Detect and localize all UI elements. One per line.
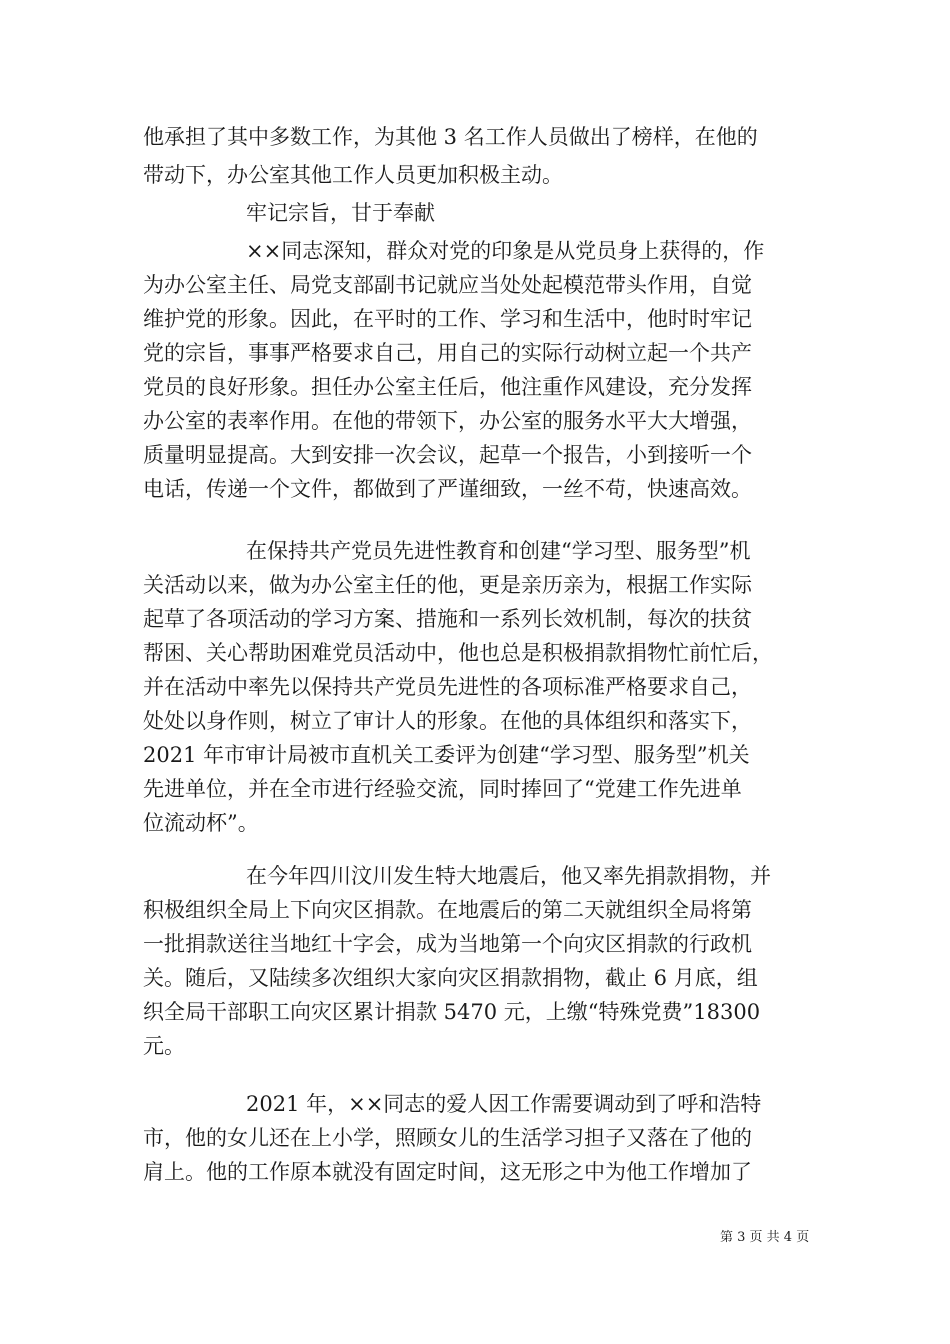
text-line: 关。随后，又陆续多次组织大家向灾区捐款捐物，截止 6 月底，组 (143, 966, 758, 990)
text-line: 党员的良好形象。担任办公室主任后，他注重作风建设，充分发挥 (143, 375, 752, 399)
text-line: 为办公室主任、局党支部副书记就应当处处起模范带头作用，自觉 (143, 273, 752, 297)
text-line: 积极组织全局上下向灾区捐款。在地震后的第二天就组织全局将第 (143, 898, 752, 922)
text-line: 关活动以来，做为办公室主任的他，更是亲历亲为，根据工作实际 (143, 573, 752, 597)
text-line: 市，他的女儿还在上小学，照顾女儿的生活学习担子又落在了他的 (143, 1126, 752, 1150)
text-line: 党的宗旨，事事严格要求自己，用自己的实际行动树立起一个共产 (143, 341, 752, 365)
text-line: 处处以身作则，树立了审计人的形象。在他的具体组织和落实下， (143, 709, 752, 733)
text-line: 质量明显提高。大到安排一次会议，起草一个报告，小到接听一个 (143, 443, 752, 467)
text-line: 他承担了其中多数工作，为其他 3 名工作人员做出了榜样，在他的 (143, 125, 758, 149)
text-line: 在保持共产党员先进性教育和创建“学习型、服务型”机 (246, 539, 751, 563)
text-line: 一批捐款送往当地红十字会，成为当地第一个向灾区捐款的行政机 (143, 932, 752, 956)
text-line: 元。 (143, 1034, 185, 1058)
text-line: 2021 年市审计局被市直机关工委评为创建“学习型、服务型”机关 (143, 743, 750, 767)
text-line: 先进单位，并在全市进行经验交流，同时捧回了“党建工作先进单 (143, 777, 742, 801)
text-line: 并在活动中率先以保持共产党员先进性的各项标准严格要求自己， (143, 675, 752, 699)
section-heading: 牢记宗旨，甘于奉献 (246, 201, 435, 225)
text-line: 2021 年，××同志的爱人因工作需要调动到了呼和浩特 (246, 1092, 762, 1116)
text-line: 起草了各项活动的学习方案、措施和一系列长效机制，每次的扶贫 (143, 607, 752, 631)
text-line: 在今年四川汶川发生特大地震后，他又率先捐款捐物，并 (246, 864, 771, 888)
text-line: 织全局干部职工向灾区累计捐款 5470 元，上缴“特殊党费”18300 (143, 1000, 761, 1024)
text-line: 位流动杯”。 (143, 811, 259, 835)
text-line: 办公室的表率作用。在他的带领下，办公室的服务水平大大增强， (143, 409, 752, 433)
text-line: 肩上。他的工作原本就没有固定时间，这无形之中为他工作增加了 (143, 1160, 752, 1184)
text-line: 带动下，办公室其他工作人员更加积极主动。 (143, 163, 563, 187)
text-line: 维护党的形象。因此，在平时的工作、学习和生活中，他时时牢记 (143, 307, 752, 331)
text-line: ××同志深知，群众对党的印象是从党员身上获得的，作 (246, 239, 765, 263)
text-line: 电话，传递一个文件，都做到了严谨细致，一丝不苟，快速高效。 (143, 477, 752, 501)
page-number: 第 3 页 共 4 页 (720, 1230, 810, 1245)
text-line: 帮困、关心帮助困难党员活动中，他也总是积极捐款捐物忙前忙后， (143, 641, 773, 665)
